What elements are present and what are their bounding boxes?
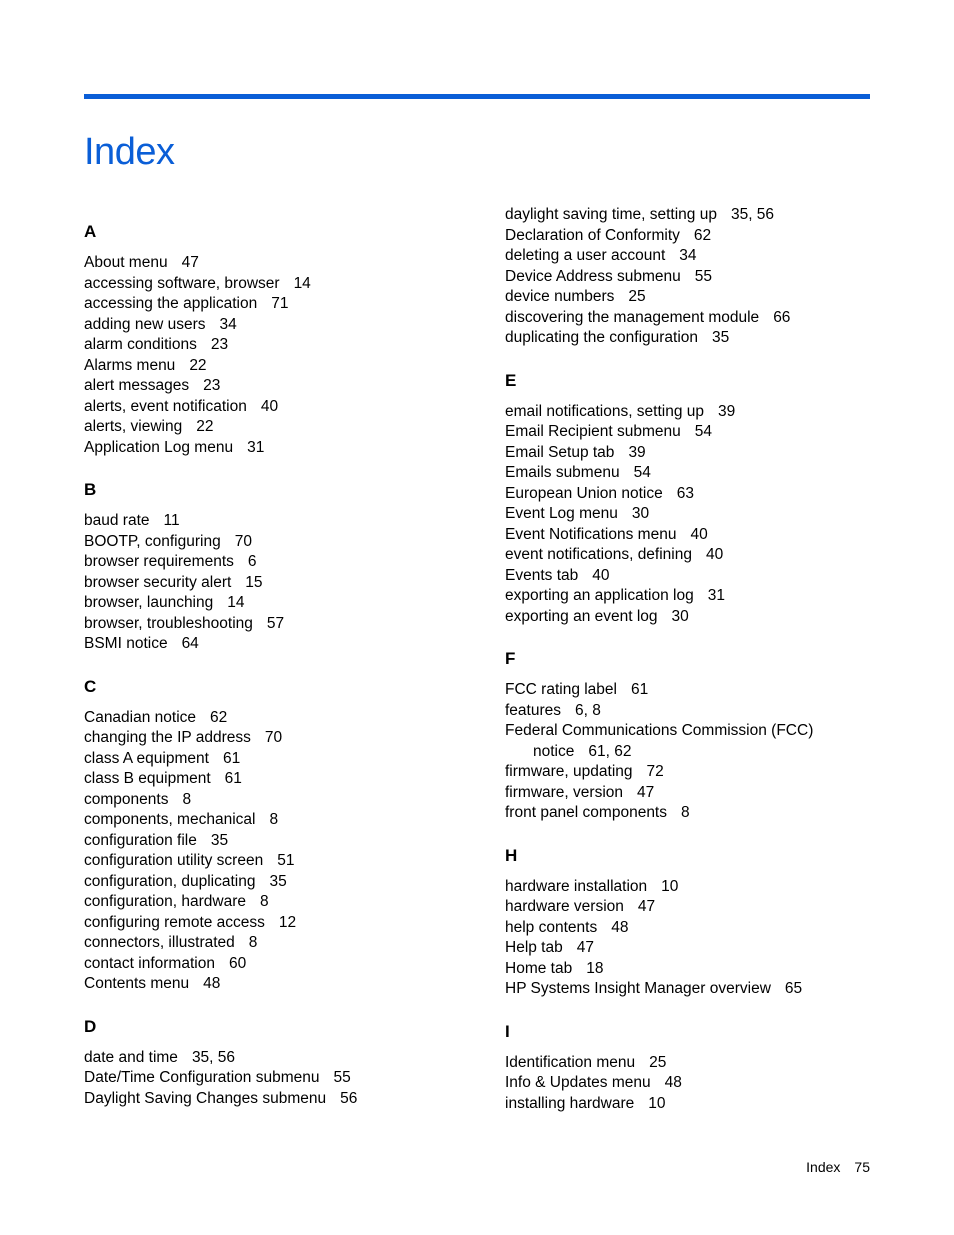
index-term-continued: notice (533, 742, 575, 760)
index-page-ref: 63 (676, 484, 694, 502)
index-term: browser requirements (84, 553, 234, 570)
index-term: components, mechanical (84, 811, 256, 828)
index-section-d (84, 1017, 464, 1110)
index-entry (84, 974, 464, 995)
index-page-ref: 22 (189, 356, 207, 374)
index-entry (505, 803, 885, 824)
index-entry (84, 573, 464, 594)
index-term: accessing the application (84, 295, 258, 312)
index-term: Emails submenu (505, 464, 620, 481)
index-page-ref: 30 (671, 607, 689, 625)
index-page-ref: 12 (278, 913, 297, 931)
section-letter: A (84, 222, 97, 241)
index-term: alarm conditions (84, 336, 197, 353)
index-term: browser, troubleshooting (84, 614, 253, 632)
page-footer (806, 1158, 870, 1176)
index-page-ref: 35, 56 (191, 1048, 236, 1066)
index-term: BSMI notice (84, 635, 168, 652)
index-entry (505, 545, 885, 566)
index-entry (84, 954, 464, 975)
title-rule (84, 94, 870, 99)
index-term: date and time (84, 1048, 178, 1066)
index-page-ref: 60 (228, 954, 247, 972)
index-term: contact information (84, 954, 215, 972)
index-term-continuation (505, 742, 885, 763)
section-letter: C (84, 676, 97, 696)
index-entry (505, 402, 885, 423)
index-entry (505, 463, 885, 484)
index-page-ref: 62 (693, 226, 712, 244)
index-page-ref: 56 (340, 1089, 358, 1107)
index-page-ref: 35 (210, 831, 229, 849)
index-page-ref: 8 (260, 893, 269, 910)
index-page-ref: 71 (271, 295, 289, 312)
index-term: accessing software, browser (84, 274, 280, 292)
page-title: Index (84, 131, 175, 174)
index-term: FCC rating label (505, 681, 617, 698)
index-page-ref: 8 (269, 811, 279, 828)
index-page-ref: 8 (248, 934, 258, 951)
index-page-ref: 40 (705, 546, 724, 563)
index-term: configuration, hardware (84, 893, 246, 910)
index-term: exporting an event log (505, 607, 658, 625)
index-entry (84, 253, 464, 274)
index-entry (84, 511, 464, 532)
index-page-ref: 39 (628, 443, 646, 461)
index-entry (84, 913, 464, 934)
index-term: installing hardware (505, 1094, 635, 1112)
index-entry (84, 274, 464, 295)
index-term: class B equipment (84, 770, 211, 787)
index-entry (84, 708, 464, 729)
index-term: Application Log menu (84, 438, 234, 456)
index-term: Declaration of Conformity (505, 226, 680, 244)
footer-page-number: 75 (854, 1159, 870, 1175)
index-entry (505, 205, 885, 226)
section-letter: H (505, 845, 518, 865)
index-entry (84, 376, 464, 397)
index-term: connectors, illustrated (84, 934, 235, 951)
index-page-ref: 72 (646, 763, 664, 780)
index-page-ref: 61, 62 (588, 742, 632, 760)
index-page-ref: 40 (592, 566, 610, 584)
index-entry (505, 721, 885, 762)
index-entry (505, 1053, 885, 1074)
index-page-ref: 35, 56 (730, 206, 775, 223)
index-term: Help tab (505, 939, 563, 956)
index-page-ref: 40 (690, 525, 708, 543)
index-term: Date/Time Configuration submenu (84, 1069, 320, 1086)
index-section-i (505, 1022, 885, 1115)
index-page-ref: 34 (219, 315, 237, 333)
index-page-ref: 6, 8 (575, 701, 601, 719)
index-entry (84, 1089, 464, 1110)
index-term: hardware version (505, 898, 624, 915)
index-term: duplicating the configuration (505, 329, 699, 346)
index-page-ref: 30 (631, 505, 650, 522)
index-term: configuration utility screen (84, 852, 264, 869)
index-page-ref: 14 (227, 594, 245, 611)
index-section-c (84, 677, 464, 995)
index-page-ref: 15 (245, 573, 263, 591)
index-entry (505, 959, 885, 980)
index-page-ref: 54 (694, 423, 713, 440)
index-page-ref: 23 (203, 377, 221, 394)
index-page-ref: 31 (247, 438, 265, 456)
index-page-ref: 57 (266, 614, 285, 632)
index-entry (84, 851, 464, 872)
index-page-ref: 11 (163, 512, 180, 529)
index-page-ref: 31 (707, 587, 725, 604)
index-entry (505, 308, 885, 329)
index-page-ref: 70 (264, 729, 283, 746)
index-page-ref: 54 (633, 464, 651, 481)
index-section-e (505, 371, 885, 628)
index-section-d-continued (505, 205, 885, 349)
index-page-ref: 51 (277, 852, 295, 869)
index-entry (505, 918, 885, 939)
index-entry (84, 1048, 464, 1069)
index-entry (84, 532, 464, 553)
index-page-ref: 23 (210, 336, 229, 353)
index-term: configuration, duplicating (84, 872, 256, 890)
section-letter: B (84, 480, 97, 499)
index-page-ref: 18 (586, 959, 604, 977)
index-term: Email Recipient submenu (505, 423, 681, 440)
index-term: Event Notifications menu (505, 525, 677, 543)
index-term: browser security alert (84, 573, 232, 591)
index-page-ref: 10 (648, 1094, 666, 1112)
index-term: Email Setup tab (505, 443, 615, 461)
index-entry (505, 504, 885, 525)
index-term: Events tab (505, 566, 579, 584)
index-term: firmware, version (505, 783, 623, 801)
index-term: event notifications, defining (505, 546, 692, 563)
index-term: discovering the management module (505, 308, 760, 326)
index-term: features (505, 701, 562, 719)
index-entry (505, 246, 885, 267)
index-page-ref: 55 (333, 1069, 351, 1086)
index-entry (505, 525, 885, 546)
index-term: configuration file (84, 831, 197, 849)
index-term: European Union notice (505, 484, 663, 502)
index-entry (84, 1068, 464, 1089)
index-term: About menu (84, 254, 168, 271)
index-entry (84, 335, 464, 356)
index-term: daylight saving time, setting up (505, 206, 717, 223)
index-entry (505, 267, 885, 288)
index-entry (84, 872, 464, 893)
index-term: adding new users (84, 315, 206, 333)
index-page-ref: 6 (247, 553, 257, 570)
index-page-ref: 61 (222, 749, 241, 767)
section-letter: I (505, 1021, 510, 1041)
index-page-ref: 35 (269, 872, 287, 890)
index-page-ref: 48 (203, 975, 221, 992)
section-letter: F (505, 649, 516, 668)
index-entry (505, 422, 885, 443)
index-entry (84, 892, 464, 913)
index-term: Info & Updates menu (505, 1074, 651, 1091)
index-page-ref: 8 (681, 804, 690, 821)
index-section-h (505, 846, 885, 1000)
index-entry (505, 287, 885, 308)
index-entry (84, 417, 464, 438)
index-term: browser, launching (84, 594, 214, 611)
index-column-right (505, 205, 885, 1136)
index-page-ref: 40 (260, 397, 279, 415)
index-term: device numbers (505, 288, 615, 305)
index-page-ref: 61 (631, 681, 649, 698)
index-entry (505, 897, 885, 918)
index-page-ref: 14 (293, 274, 311, 292)
index-entry (505, 443, 885, 464)
index-column-left (84, 222, 464, 1131)
section-letter: E (505, 370, 517, 390)
index-page-ref: 22 (196, 418, 214, 435)
index-page-ref: 55 (694, 267, 713, 285)
index-page-ref: 48 (664, 1074, 682, 1091)
index-entry (84, 593, 464, 614)
index-entry (505, 586, 885, 607)
index-entry (505, 783, 885, 804)
index-section-a (84, 222, 464, 458)
index-entry (84, 552, 464, 573)
index-entry (505, 1094, 885, 1115)
index-term: Daylight Saving Changes submenu (84, 1089, 327, 1107)
index-entry (505, 226, 885, 247)
index-term: Canadian notice (84, 708, 197, 726)
index-entry (84, 397, 464, 418)
index-term: Home tab (505, 959, 573, 977)
index-term: class A equipment (84, 749, 209, 767)
index-term: exporting an application log (505, 587, 694, 604)
index-entry (505, 566, 885, 587)
index-entry (84, 831, 464, 852)
index-term: Event Log menu (505, 505, 618, 522)
section-letter: D (84, 1016, 97, 1036)
index-term: changing the IP address (84, 729, 251, 746)
index-entry (84, 749, 464, 770)
index-entry (84, 769, 464, 790)
index-entry (505, 762, 885, 783)
index-entry (84, 315, 464, 336)
index-entry (505, 607, 885, 628)
index-entry (84, 728, 464, 749)
index-page-ref: 66 (773, 308, 791, 326)
index-entry (84, 634, 464, 655)
index-entry (84, 294, 464, 315)
index-entry (505, 680, 885, 701)
index-section-f (505, 649, 885, 824)
index-term: alerts, event notification (84, 397, 247, 415)
index-term: alerts, viewing (84, 418, 183, 435)
index-page-ref: 64 (181, 635, 199, 652)
index-term: Federal Communications Commission (FCC) (505, 722, 814, 739)
index-entry (84, 790, 464, 811)
index-term: BOOTP, configuring (84, 532, 221, 550)
index-page-ref: 47 (637, 783, 655, 801)
index-entry (505, 1073, 885, 1094)
index-page-ref: 47 (637, 898, 656, 915)
index-entry (505, 877, 885, 898)
index-page-ref: 8 (182, 790, 192, 808)
index-page-ref: 61 (224, 770, 242, 787)
index-entry (84, 356, 464, 377)
index-term: Device Address submenu (505, 267, 681, 285)
index-term: baud rate (84, 512, 150, 529)
index-term: HP Systems Insight Manager overview (505, 980, 771, 997)
index-entry (84, 438, 464, 459)
index-term: configuring remote access (84, 913, 265, 931)
footer-label: Index (806, 1159, 841, 1175)
index-term: hardware installation (505, 877, 648, 895)
index-entry (505, 979, 885, 1000)
index-section-b (84, 480, 464, 655)
index-page-ref: 25 (628, 288, 646, 305)
index-page-ref: 34 (679, 247, 697, 264)
index-term: alert messages (84, 377, 190, 394)
index-page-ref: 70 (234, 532, 252, 550)
index-page-ref: 35 (712, 329, 730, 346)
index-entry (505, 938, 885, 959)
index-term: email notifications, setting up (505, 402, 705, 420)
index-page-ref: 25 (649, 1053, 667, 1071)
index-page-ref: 62 (210, 708, 228, 726)
index-entry (84, 810, 464, 831)
index-entry (505, 328, 885, 349)
index-entry (84, 614, 464, 635)
index-page-ref: 48 (611, 918, 629, 936)
index-page-ref: 39 (718, 402, 736, 420)
index-term: Contents menu (84, 975, 190, 992)
index-term: help contents (505, 918, 598, 936)
index-term: components (84, 790, 169, 808)
index-page-ref: 47 (576, 939, 594, 956)
index-entry (84, 933, 464, 954)
index-entry (505, 484, 885, 505)
index-term: Identification menu (505, 1053, 636, 1071)
index-term: firmware, updating (505, 763, 633, 780)
index-page-ref: 65 (784, 980, 803, 997)
index-term: front panel components (505, 804, 667, 821)
index-term: Alarms menu (84, 356, 176, 374)
index-term: deleting a user account (505, 247, 666, 264)
index-entry (505, 701, 885, 722)
index-page-ref: 47 (181, 254, 199, 271)
index-page-ref: 10 (661, 877, 679, 895)
